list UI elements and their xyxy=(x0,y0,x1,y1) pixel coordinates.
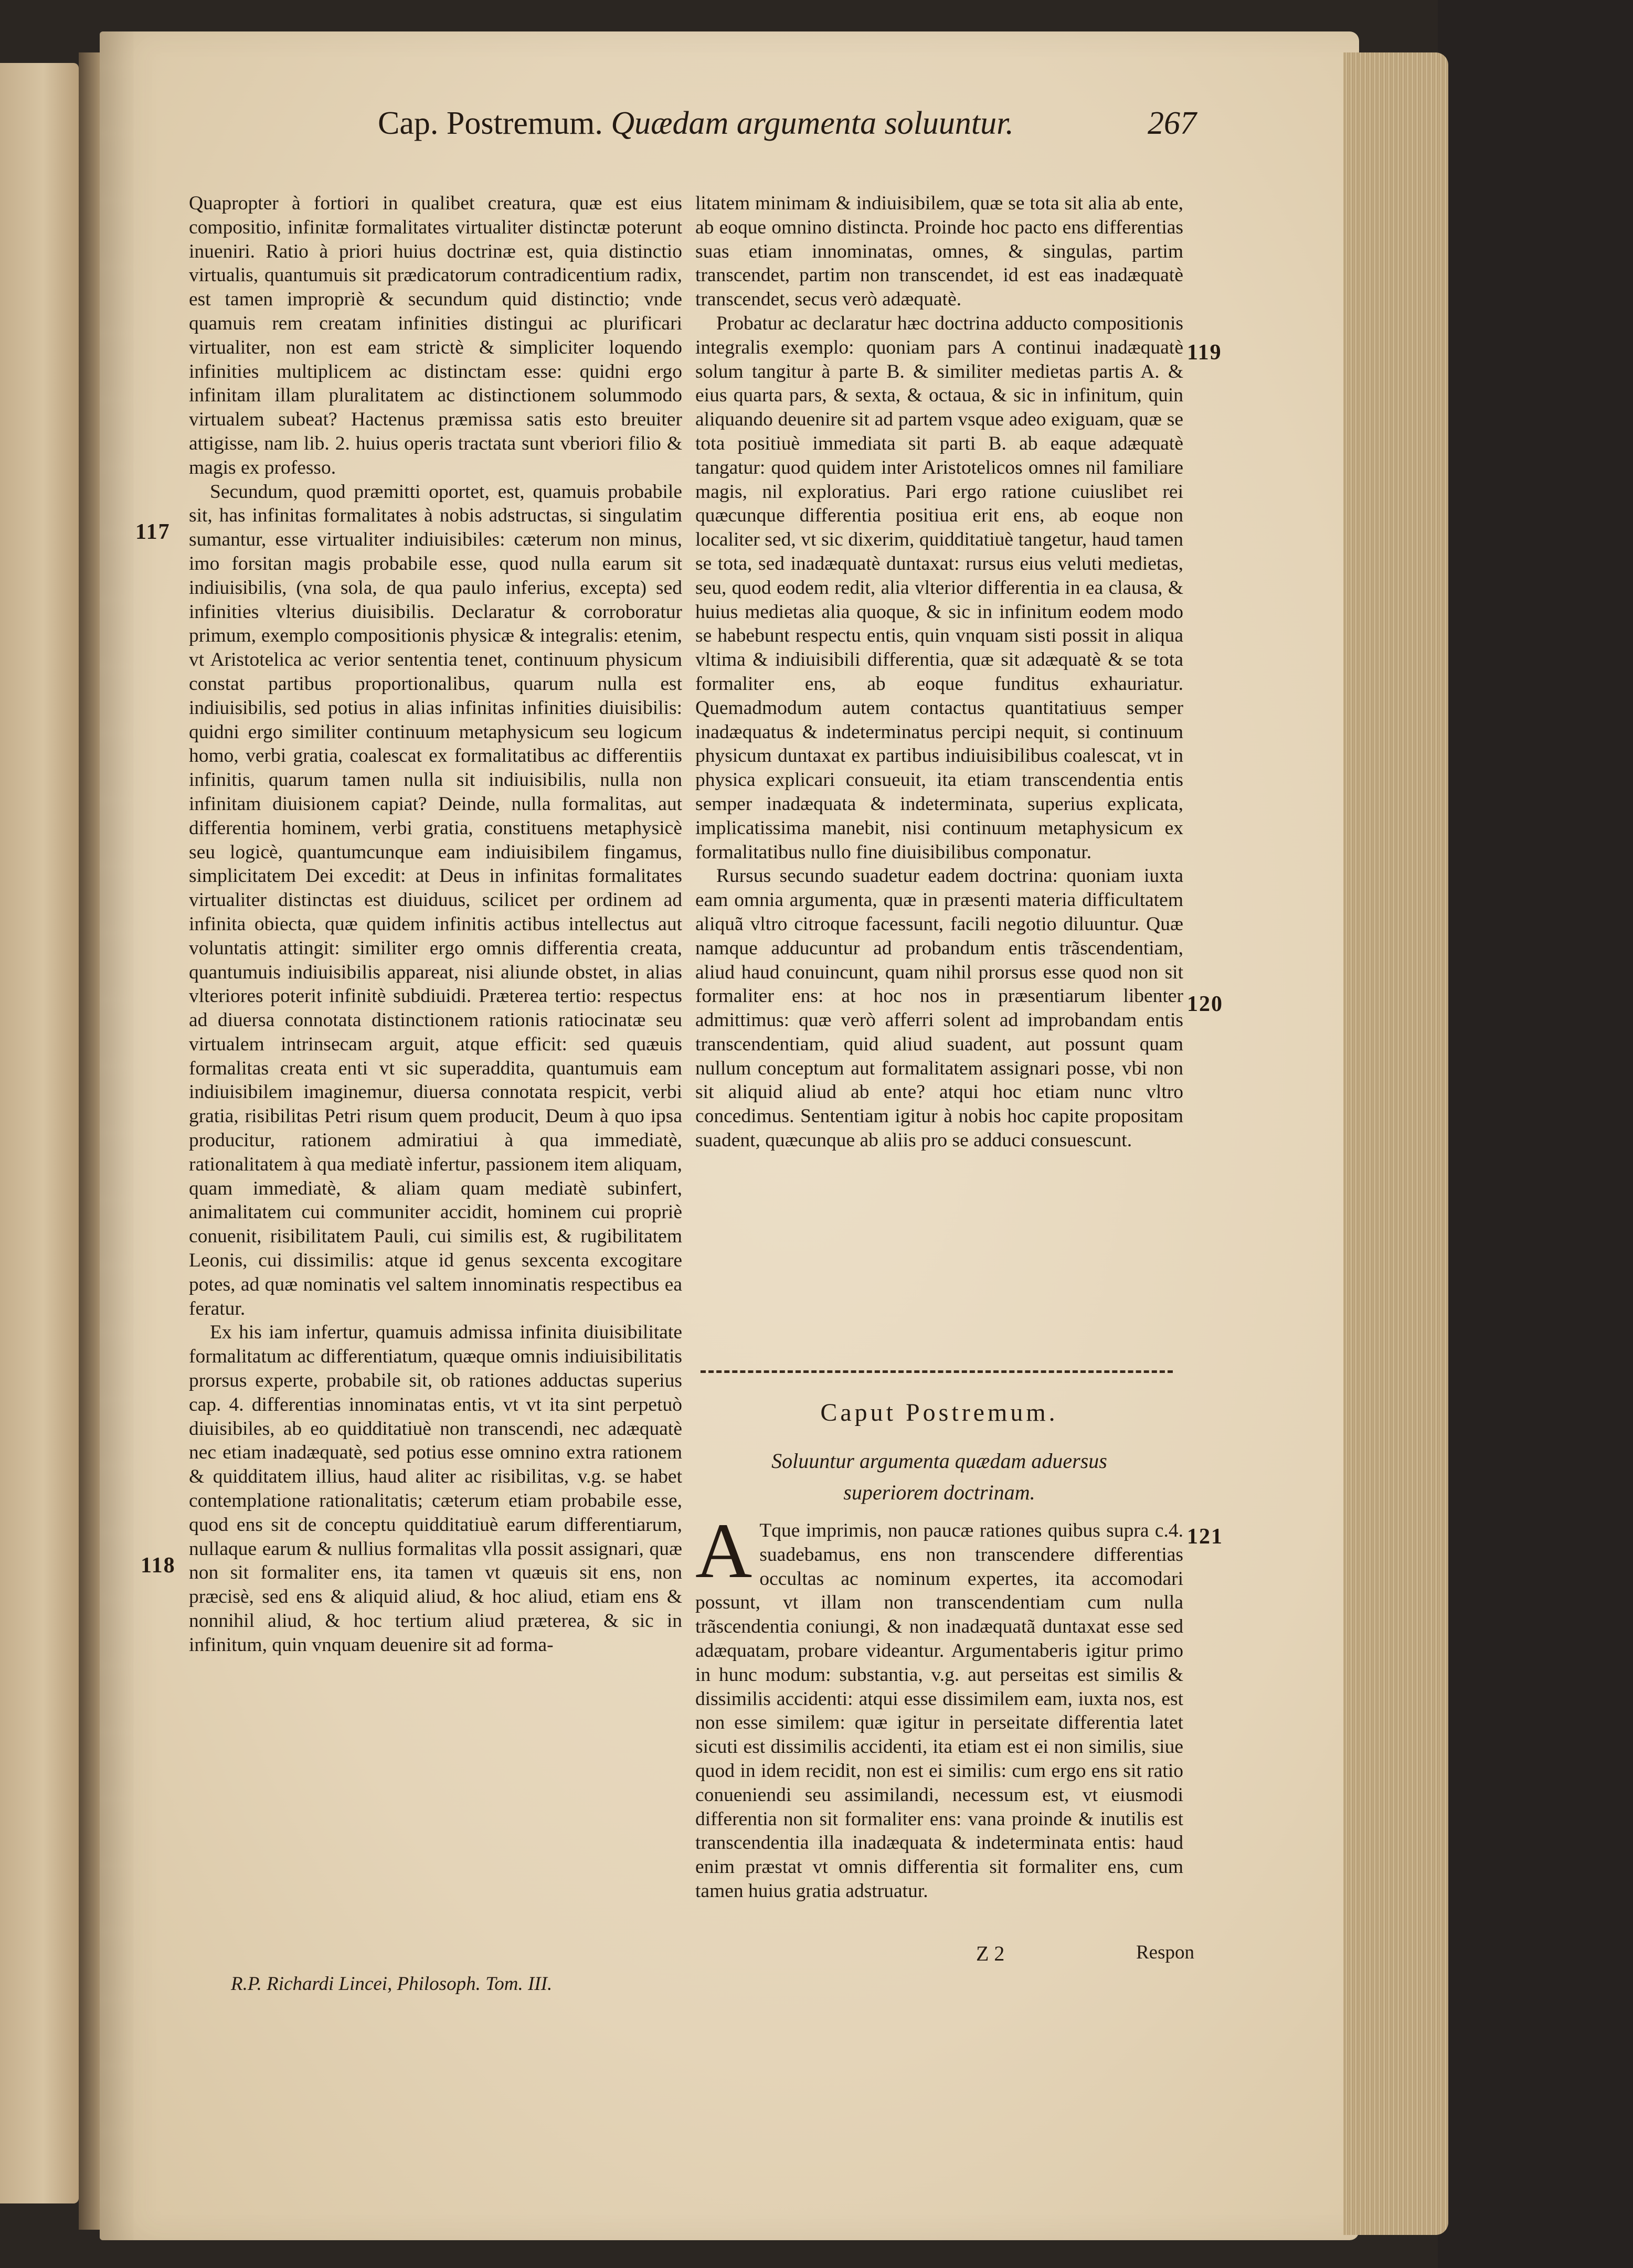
drop-capital: A xyxy=(695,1519,752,1594)
paragraph: Tque imprimis, non paucæ rationes quibus supra c.4. suadebamus, ens non transcendere differentias occultas ac nominum expertes, ita accomodari possunt, vt illam non transcendentiam cum nulla trãscendentia coniungi, & non inadæquatã duntaxat esse sed adæquatam, probare videantur. Argumentaberis igitur primo in hunc modum: substantia, v.g. aut perseitas est similis & dissimilis accidenti: atqui esse dissimilem eam, iuxta nos, est non esse similem: quæ igitur in perseitate differentia latet sicuti est dissimilis accidenti, ita etiam est ei non similis, siue quod in idem recidit, non est ei similis: cum ergo ens sit ratio conueniendi seu assimilandi, necessum est, vt eiusmodi differentia non sit formaliter ens: vana proinde & inutilis est transcendentia illa inadæquata & indeterminata entis: haud enim præstat vt omnis differentia sit formaliter ens, cum tamen huius gratia adstruatur. xyxy=(695,1520,1183,1902)
page-fore-edge xyxy=(1343,52,1448,2235)
running-head-roman: Cap. Postremum. xyxy=(378,105,603,141)
running-head-italic: Quædam argumenta soluuntur. xyxy=(611,105,1014,141)
paragraph: Probatur ac declaratur hæc doctrina adducto compositionis integralis exemplo: quoniam pars A continui inadæquatè solum tangitur à parte B. & similiter medietas partis A. & eius quarta pars, & sexta, & octaua, & sic in infinitum, quin aliquando deuenire sit ad partem vsque adeo exiguam, quæ se tota positiuè immediata sit parti B. ab eaque adæquatè tangatur: quod quidem inter Aristotelicos omnes nil familiare magis, nil exploratius. Pari ergo ratione cuiuslibet rei quæcunque differentia positiua erit ens, ab eoque non localiter sed, vt sic dixerim, quidditatiuè tangetur, haud tamen se tota, sed inadæquatè duntaxat: rursus eius veluti medietas, seu, quod eodem redit, alia vlterior differentia in ea clausa, & huius medietas alia quoque, & sic in infinitum eodem modo se habebunt respectu entis, quin vnquam sisti possit in aliqua vltima & indiuisibili differentia, quæ sit adæquatè & se tota formaliter ens, ab eoque funditus exhauriatur. Quemadmodum autem contactus quantitatiuus semper inadæquatus & indeterminatus percipi nequit, si continuum physicum duntaxat ex partibus indiuisibilibus coalescat, vt in physica explicari consueuit, ita etiam transcendentia entis semper inadæquata & indeterminata, superius explicata, implicatissima manebit, nisi continuum metaphysicum ex formalitatibus nullo fine diuisibilibus componatur. xyxy=(695,312,1183,863)
paragraph: Rursus secundo suadetur eadem doctrina: quoniam iuxta eam omnia argumenta, quæ in præsenti materia difficultatem aliquã vltro citroque facessunt, facili negotio diluuntur. Quæ namque adducuntur ad probandum entis trãscendentiam, aliud haud conuincunt, quam nihil prorsus esse quod non sit formaliter ens: at hoc nos in præsentiarum libenter admittimus: quæ verò afferri solent ad improbandam entis transcendentiam, quid aliud suadent, aut possunt quam nullum conceptum aut formalitatem assignari posse, vbi non sit aliquid aliud ab ente? atqui hoc etiam nunc vltro concedimus. Sententiam igitur à nobis hoc capite propositam suadent, quæcunque ab aliis pro se adduci consuescunt. xyxy=(695,865,1183,1152)
margin-number: 118 xyxy=(141,1553,176,1578)
author-footer: R.P. Richardi Lincei, Philosoph. Tom. III. xyxy=(231,1973,553,1995)
chapter-subheading-line: superiorem doctrinam. xyxy=(843,1481,1035,1504)
page-header xyxy=(378,105,1196,163)
signature-mark: Z 2 xyxy=(976,1942,1005,1965)
margin-number: 120 xyxy=(1187,992,1223,1016)
paragraph: litatem minimam & indiuisibilem, quæ se tota sit alia ab ente, ab eoque omnino distincta. Proinde hoc pacto ens differentias suas etiam innominatas, omnes, & singulas, partim transcendet, partim non transcendet, id est eas inadæquatè transcendet, secus verò adæquatè. xyxy=(695,193,1183,311)
running-head xyxy=(378,105,1014,142)
page-number: 267 xyxy=(1148,105,1196,141)
book-cover-board xyxy=(1438,0,1633,2268)
facing-page-edge xyxy=(0,63,79,2203)
left-text-column xyxy=(189,191,682,1991)
paragraph: Secundum, quod præmitti oportet, est, quamuis probabile sit, has infinitas formalitates à nobis adstructas, si singulatim sumantur, esse virtualiter indiuisibiles: cæterum non minus, imo forsitan magis probabile esse, quod nulla earum sit indiuisibilis, (vna sola, de qua paulo inferius, excepta) sed infinities vlterius diuisibilis. Declaratur & corroboratur primum, exemplo compositionis physicæ & integralis: etenim, vt Aristotelica ac verior sententia tenet, continuum physicum constat partibus proportionalibus, quarum nulla est indiuisibilis, sed potius in alias infinitas infinities diuisibilis: quidni ergo similiter continuum metaphysicum seu logicum homo, verbi gratia, coalescat ex formalitatibus ac differentiis infinitis, quarum tamen nulla sit indiuisibilis, nulla non infinitam diuisionem capiat? Deinde, nulla formalitas, aut differentia hominem, verbi gratia, constituens metaphysicè seu logicè, quantumcunque eam indiuisibilem fingamus, simplicitatem Dei excedit: at Deus in infinitas formalitates virtualiter distinctas est diuiduus, scilicet per ordinem ad infinita obiecta, quæ quidem infinitis actibus intellectus aut voluntatis attingit: similiter ergo omnis differentia creata, quantumuis indiuisibilis appareat, nisi aliunde obstet, in alias vlteriores poterit infinitè subdiuidi. Præterea tertio: respectus ad diuersa connotata distinctionem rationis ratiocinatæ seu virtualem intrinsecam arguit, atque efficit: sed quæuis formalitas creata enti vt sic superaddita, quantumuis eam indiuisibilem imaginemur, diuersa connotata respicit, verbi gratia, risibilitas Petri risum quem producit, Deum à quo ipsa producitur, rationem admiratiui à qua immediatè, rationalitatem à qua mediatè infertur, passionem item aliquam, quam immediatè, & aliam quam mediatè subinfert, animalitatem cui communiter accidit, hominem cui propriè conuenit, risibilitatem Pauli, cui similis est, & rugibilitatem Leonis, cui dissimilis: atque id genus sexcenta excogitare potes, ad quæ nominatis vel saltem innominatis respectibus ea feratur. xyxy=(189,481,682,1319)
paragraph: Quapropter à fortiori in qualibet creatura, quæ est eius compositio, infinitæ formalitates virtualiter distinctæ poterunt inueniri. Ratio à priori huius doctrinæ est, quia distinctio virtualis, quantumuis sit prædicatorum contradicentium radix, est tamen impropriè & secundum quid distinctio; vnde quamuis rem creatam infinities distingui ac plurificari virtualiter, non est eam strictè & simpliciter loquendo infinities multiplicem ac distinctam esse: quidni ergo infinitam illam pluralitatem ac distinctionem solummodo virtualem subeat? Hactenus præmissa satis esto breuiter attigisse, nam lib. 2. huius operis tractata sunt vberiori filio & magis ex professo. xyxy=(189,193,682,478)
paragraph: Ex his iam infertur, quamuis admissa infinita diuisibilitate formalitatum ac differentiatum, quæque omnis indiuisibilitatis prorsus experte, probabile sit, ob rationes adductas superius cap. 4. differentias innominatas entis, vt vt ita sint perpetuò diuisibiles, ab eo quidditatiuè non transcendi, nec adæquatè nec etiam inadæquatè, sed potius esse omnino extra rationem & quidditatem illius, haud aliter ac risibilitas, v.g. se habet contemplatione rationalitatis; cæterum etiam probabile esse, quod ens sit de conceptu quidditatiuè earum differentiarum, nullaque earum & nullius formalitas vlla possit assignari, quæ non sit formaliter ens, ita tamen vt quæuis sit ens, non præcisè, sed ens & aliquid aliud, & hoc aliud, etiam ens & nonnihil aliud, & hoc tertium aliud præterea, & sic in infinitum, quin vnquam deuenire sit ad forma- xyxy=(189,1322,682,1656)
chapter-subheading-line: Soluuntur argumenta quædam aduersus xyxy=(771,1449,1107,1473)
margin-number: 117 xyxy=(135,520,171,544)
catchword: Respon xyxy=(1136,1942,1194,1963)
chapter-text xyxy=(695,1519,1183,1970)
right-text-column xyxy=(695,191,1183,1361)
chapter-heading: Caput Postremum. xyxy=(820,1399,1058,1426)
margin-number: 121 xyxy=(1187,1525,1223,1549)
section-rule xyxy=(701,1370,1173,1373)
margin-number: 119 xyxy=(1187,340,1222,365)
chapter-subheading xyxy=(695,1445,1183,1508)
